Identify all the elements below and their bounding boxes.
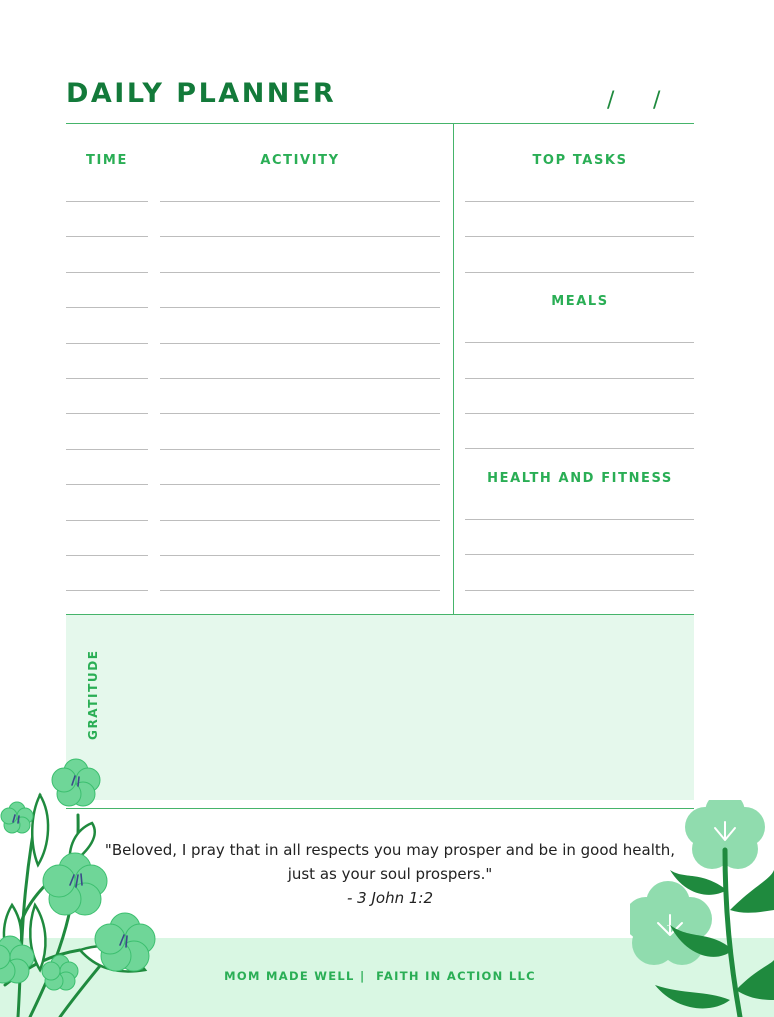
quote-text: "Beloved, I pray that in all respects you may prosper and be in good health, just as your soul prospers." [104,841,676,883]
time-line[interactable] [66,484,148,485]
activity-heading: ACTIVITY [260,153,340,168]
activity-line[interactable] [160,201,440,202]
scripture-quote [100,838,680,910]
activity-line[interactable] [160,413,440,414]
sidebar-line[interactable] [465,519,694,520]
time-line[interactable] [66,555,148,556]
left-flower-illustration [0,755,175,1017]
activity-line[interactable] [160,307,440,308]
time-line[interactable] [66,413,148,414]
sidebar-line[interactable] [465,201,694,202]
activity-line[interactable] [160,484,440,485]
time-line[interactable] [66,236,148,237]
time-heading: TIME [86,153,128,168]
right-flower-illustration [630,800,774,1017]
top-tasks-heading: TOP TASKS [532,153,628,168]
time-line[interactable] [66,378,148,379]
date-slash-1: / [607,88,615,113]
activity-line[interactable] [160,378,440,379]
time-line[interactable] [66,201,148,202]
column-divider [453,123,454,615]
sidebar-line[interactable] [465,413,694,414]
activity-line[interactable] [160,520,440,521]
sidebar-line[interactable] [465,554,694,555]
activity-line[interactable] [160,449,440,450]
sidebar-line[interactable] [465,590,694,591]
sidebar-line[interactable] [465,236,694,237]
date-slash-2: / [653,88,661,113]
time-line[interactable] [66,343,148,344]
gratitude-label: GRATITUDE [86,649,100,740]
sidebar-line[interactable] [465,378,694,379]
quote-reference: - 3 John 1:2 [346,889,433,907]
header-divider [66,123,694,124]
health-fitness-heading: HEALTH AND FITNESS [487,471,673,486]
meals-heading: MEALS [551,294,609,309]
time-line[interactable] [66,307,148,308]
time-line[interactable] [66,272,148,273]
activity-line[interactable] [160,343,440,344]
time-line[interactable] [66,520,148,521]
activity-line[interactable] [160,555,440,556]
sidebar-line[interactable] [465,448,694,449]
sidebar-line[interactable] [465,342,694,343]
page-title: DAILY PLANNER [66,78,337,109]
sidebar-line[interactable] [465,272,694,273]
activity-line[interactable] [160,590,440,591]
time-line[interactable] [66,590,148,591]
time-line[interactable] [66,449,148,450]
activity-line[interactable] [160,236,440,237]
activity-line[interactable] [160,272,440,273]
footer-brand: MOM MADE WELL | FAITH IN ACTION LLC [224,969,536,983]
